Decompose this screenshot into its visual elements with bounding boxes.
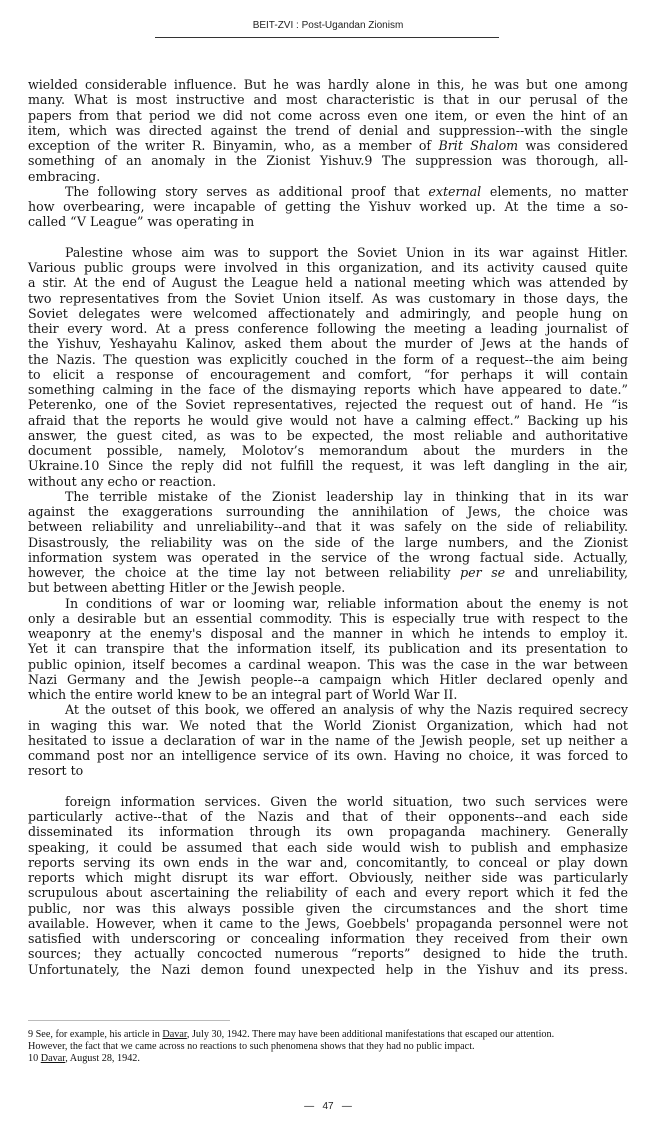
text-line: particularly active--that of the Nazis and that of their opponents--and each side — [28, 809, 628, 824]
text-line: exception of the writer R. Binyamin, who, as a member of Brit Shalom was considered — [28, 138, 629, 153]
text-line: satisfied with underscoring or concealing information they received from their own — [28, 931, 628, 946]
text-line: item, which was directed against the trend of denial and suppression--with the single — [28, 122, 628, 138]
text-line: but between abetting Hitler or the Jewish people. — [28, 580, 346, 596]
footnote-separator — [28, 1020, 230, 1021]
paragraph — [28, 245, 628, 489]
text-line: something calming in the face of the dismaying reports which have appeared to date.” — [28, 382, 628, 397]
text-line: Soviet delegates were welcomed affectionately and admiringly, and people hung on — [28, 305, 628, 321]
text-line: only a desirable but an essential commodity. This is especially true with respect to the — [28, 610, 628, 626]
text-line: however, the choice at the time lay not between reliability per se and unreliability, — [28, 565, 628, 580]
paragraph — [28, 702, 628, 778]
text-line: speaking, it could be assumed that each side would wish to publish and emphasize — [28, 839, 628, 855]
italic-phrase: external — [428, 183, 482, 199]
paragraph — [28, 794, 628, 977]
text-line: Disastrously, the reliability was on the side of the large numbers, and the Zionist — [28, 534, 628, 550]
footnote-number: 10 — [28, 1053, 39, 1065]
text-line: available. However, when it came to the Jews, Goebbels' propaganda personnel were not — [28, 915, 628, 931]
text-line: answer, the guest cited, as was to be expected, the most reliable and authoritative — [28, 427, 628, 443]
paragraph — [28, 489, 628, 596]
text-line: how overbearing, were incapable of getting the Yishuv worked up. At the time a so- — [28, 199, 628, 214]
text-line: Various public groups were involved in this organization, and its activity caused quite — [28, 260, 628, 275]
text-line: Peterenko, one of the Soviet representatives, rejected the request out of hand. He “is — [28, 397, 628, 413]
main-body-text — [28, 77, 628, 977]
footnote-source-title: Davar — [40, 1053, 66, 1065]
running-header: BEIT-ZVI : Post-Ugandan Zionism — [252, 20, 404, 31]
text-line: weaponry at the enemy's disposal and the manner in which he intends to employ it. — [28, 626, 628, 641]
text-line: Ukraine.10 Since the reply did not fulfill the request, it was left dangling in the air, — [28, 458, 628, 474]
footnote-text: , July 30, 1942. There may have been additional manifestations that escaped our attention. — [186, 1029, 555, 1040]
text-line: resort to — [28, 763, 84, 779]
text-line: a stir. At the end of August the League held a national meeting which was attended by — [28, 275, 628, 291]
text-line: many. What is most instructive and most characteristic is that in our perusal of the — [28, 92, 628, 108]
italic-phrase: Brit Shalom — [438, 138, 519, 153]
text-line: Nazi Germany and the Jewish people--a campaign which Hitler declared openly and — [28, 671, 628, 687]
text-line: wielded considerable influence. But he was hardly alone in this, he was but one among — [28, 77, 628, 92]
text-line: hesitated to issue a declaration of war in the name of the Jewish people, set up neither a — [28, 732, 628, 748]
dash-left: — — [304, 1101, 315, 1112]
text-line: In conditions of war or looming war, reliable information about the enemy is not — [65, 595, 628, 611]
text-line: reports serving its own ends in the war and, concomitantly, to conceal or play down — [28, 854, 628, 870]
paragraph — [28, 77, 628, 184]
footnote-number: 9 — [28, 1029, 34, 1040]
text-line: against the exaggerations surrounding the annihilation of Jews, the choice was — [28, 504, 628, 519]
footnote-text: See, for example, his article in — [35, 1029, 163, 1040]
footnote-10 — [28, 1053, 648, 1065]
text-line: Palestine whose aim was to support the Soviet Union in its war against Hitler. — [65, 244, 628, 260]
text-line: their every word. At a press conference following the meeting a leading journalist of — [28, 321, 628, 336]
text-line: sources; they actually concocted numerous “reports” designed to hide the truth. — [28, 946, 628, 962]
text-line: something of an anomaly in the Zionist Yishuv.9 The suppression was thorough, all- — [28, 153, 628, 169]
text-line: reports which might disrupt its war effort. Obviously, neither side was particularly — [28, 870, 628, 885]
page-number: 47 — [322, 1101, 334, 1112]
text-line: which the entire world knew to be an integral part of World War II. — [28, 687, 458, 702]
text-line: embracing. — [28, 168, 101, 184]
footnote-source-title: Davar — [162, 1029, 187, 1040]
text-line: document possible, namely, Molotov’s memorandum about the murders in the — [28, 443, 628, 458]
text-line: without any echo or reaction. — [28, 473, 217, 489]
text-line: command post nor an intelligence service of its own. Having no choice, it was forced to — [28, 748, 628, 763]
footnote-9-continuation: However, the fact that we came across no reactions to such phenomena shows that they had no public impact. — [28, 1041, 475, 1053]
text-line: public opinion, itself becomes a cardinal weapon. This was the case in the war between — [28, 656, 628, 672]
header-rule — [155, 37, 499, 38]
text-line: The terrible mistake of the Zionist leadership lay in thinking that in its war — [65, 488, 628, 504]
text-line: afraid that the reports he would give would not have a calming effect.” Backing up his — [28, 412, 628, 428]
page-number-footer — [0, 1101, 656, 1112]
footnote-text: , August 28, 1942. — [65, 1053, 140, 1065]
text-line: foreign information services. Given the world situation, two such services were — [65, 793, 628, 809]
text-line: Yet it can transpire that the information itself, its publication and its presentation to — [28, 641, 628, 657]
text-line: to elicit a response of encouragement and comfort, “for perhaps it will contain — [28, 366, 628, 382]
footnotes — [28, 1029, 648, 1066]
text-line: in waging this war. We noted that the World Zionist Organization, which had not — [28, 717, 628, 733]
text-line: At the outset of this book, we offered an analysis of why the Nazis required secrecy — [65, 702, 628, 718]
page-break-gap — [28, 230, 628, 245]
text-line: The following story serves as additional proof that external elements, no matter — [65, 183, 629, 199]
text-line: papers from that period we did not come across even one item, or even the hint of an — [28, 107, 628, 123]
paragraph — [28, 596, 628, 703]
text-line: two representatives from the Soviet Union itself. As was customary in those days, the — [28, 290, 628, 306]
text-line: disseminated its information through its own propaganda machinery. Generally — [28, 824, 628, 840]
text-line: Unfortunately, the Nazi demon found unexpected help in the Yishuv and its press. — [28, 961, 628, 977]
text-line: public, nor was this always possible given the circumstances and the short time — [28, 900, 628, 916]
text-line: called “V League” was operating in — [28, 214, 255, 230]
dash-right: — — [341, 1101, 352, 1112]
text-line: the Yishuv, Yeshayahu Kalinov, asked them about the murder of Jews at the hands of — [28, 336, 628, 352]
italic-phrase: per se — [460, 565, 506, 580]
paragraph — [28, 184, 628, 230]
text-line: between reliability and unreliability--and that it was safely on the side of reliability. — [28, 519, 628, 535]
text-line: scrupulous about ascertaining the reliability of each and every report which it fed the — [28, 885, 628, 901]
text-line: the Nazis. The question was explicitly couched in the form of a request--the aim being — [28, 351, 628, 367]
footnote-9 — [28, 1029, 648, 1041]
text-line: information system was operated in the service of the wrong factual side. Actually, — [28, 549, 628, 565]
page-break-gap — [28, 779, 628, 794]
